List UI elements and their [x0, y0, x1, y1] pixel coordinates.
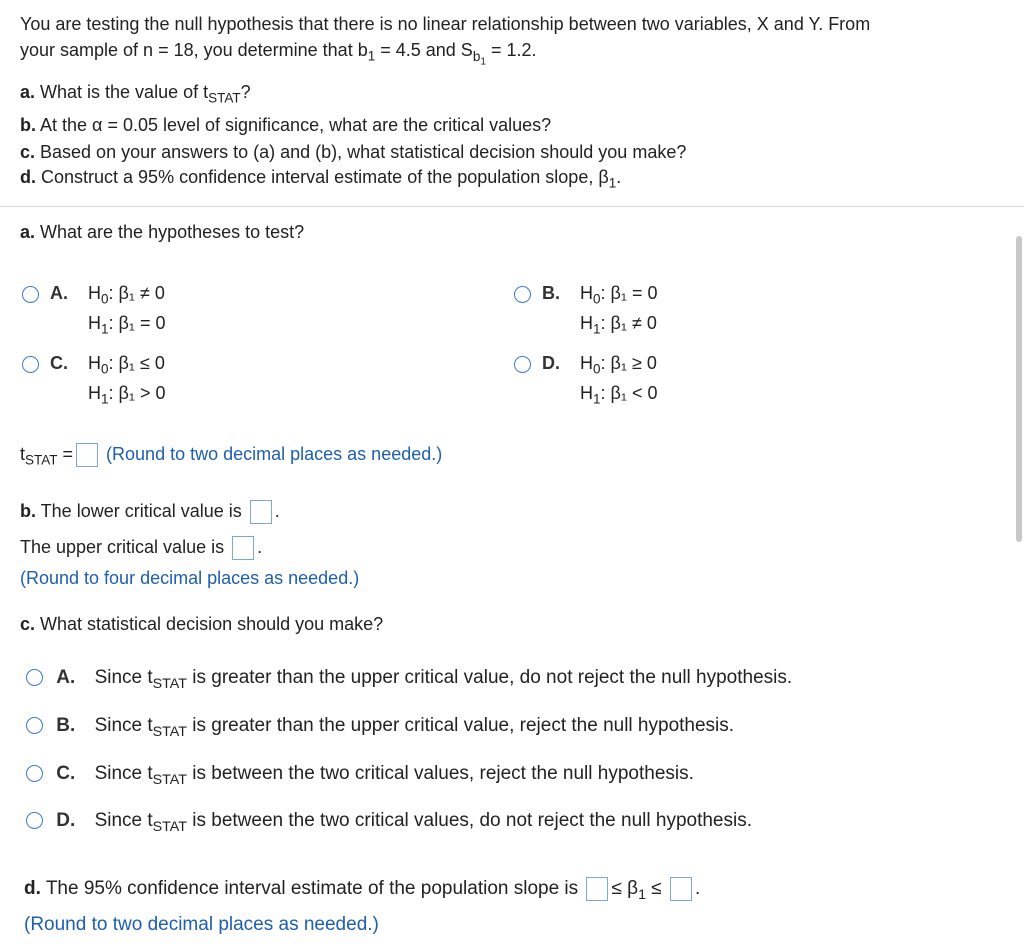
hyp-c-h1: $H_1$: β₁ > 0: [88, 383, 166, 407]
radio-button[interactable]: [22, 286, 39, 303]
hyp-option-a[interactable]: A.: [22, 283, 68, 304]
hyp-a-h1: $H_1$: β₁ = 0: [88, 313, 166, 337]
critical-round-note: (Round to four decimal places as needed.): [20, 568, 360, 588]
decision-option-d[interactable]: D. Since $t_{STAT}$ is between the two critical values, do not reject the null hypothesis.: [26, 810, 752, 832]
lower-critical-row: b. The lower critical value is .: [20, 500, 280, 524]
ci-upper-input[interactable]: [670, 877, 692, 901]
radio-button[interactable]: [22, 356, 39, 373]
radio-button[interactable]: [26, 669, 43, 686]
scrollbar[interactable]: [1016, 236, 1022, 542]
upper-critical-row: The upper critical value is .: [20, 536, 262, 560]
hyp-option-b[interactable]: B.: [514, 283, 560, 304]
problem-line-2: your sample of n = 18, you determine that $b_1 = 4.5$ and $S_{b_1} = 1.2$.: [20, 40, 537, 68]
ci-round-note: (Round to two decimal places as needed.): [24, 914, 379, 935]
hyp-option-c[interactable]: C.: [22, 353, 68, 374]
confidence-interval-row: d. The 95% confidence interval estimate of the population slope is ≤ $\beta_1$ ≤ .: [24, 878, 701, 903]
hyp-d-h0: $H_0$: β₁ ≥ 0: [580, 353, 657, 377]
hyp-a-h0: $H_0$: β₁ ≠ 0: [88, 283, 165, 307]
radio-button[interactable]: [514, 356, 531, 373]
part-a-question: a. What are the hypotheses to test?: [20, 222, 305, 242]
ci-lower-input[interactable]: [586, 877, 608, 901]
tstat-row: $t_{STAT}$ = (Round to two decimal places as needed.): [20, 443, 443, 468]
hyp-d-h1: $H_1$: β₁ < 0: [580, 383, 658, 407]
hyp-c-h0: $H_0$: β₁ ≤ 0: [88, 353, 165, 377]
question-a: a. What is the value of $t_{STAT}$?: [20, 82, 251, 106]
question-c: c. Based on your answers to (a) and (b), what statistical decision should you make?: [20, 142, 687, 162]
question-b: b. At the α = 0.05 level of significance, what are the critical values?: [20, 115, 552, 135]
upper-critical-input[interactable]: [232, 536, 254, 560]
tstat-round-note: (Round to two decimal places as needed.): [106, 443, 443, 464]
tstat-input[interactable]: [76, 443, 98, 467]
hyp-option-d[interactable]: D.: [514, 353, 560, 374]
question-d: d. Construct a 95% confidence interval estimate of the population slope, $\beta_1$.: [20, 167, 622, 191]
decision-option-c[interactable]: C. Since $t_{STAT}$ is between the two critical values, reject the null hypothesis.: [26, 763, 694, 785]
hyp-b-h0: $H_0$: β₁ = 0: [580, 283, 658, 307]
radio-button[interactable]: [26, 765, 43, 782]
problem-line-1: You are testing the null hypothesis that there is no linear relationship between two variables, X and Y. From: [20, 14, 871, 34]
decision-option-a[interactable]: A. Since $t_{STAT}$ is greater than the upper critical value, do not reject the null hypothesis.: [26, 667, 792, 689]
lower-critical-input[interactable]: [250, 500, 272, 524]
decision-option-b[interactable]: B. Since $t_{STAT}$ is greater than the upper critical value, reject the null hypothesis.: [26, 715, 734, 737]
part-c-question: c. What statistical decision should you make?: [20, 614, 384, 634]
radio-button[interactable]: [514, 286, 531, 303]
radio-button[interactable]: [26, 812, 43, 829]
divider: [0, 206, 1024, 207]
hyp-b-h1: $H_1$: β₁ ≠ 0: [580, 313, 657, 337]
radio-button[interactable]: [26, 717, 43, 734]
